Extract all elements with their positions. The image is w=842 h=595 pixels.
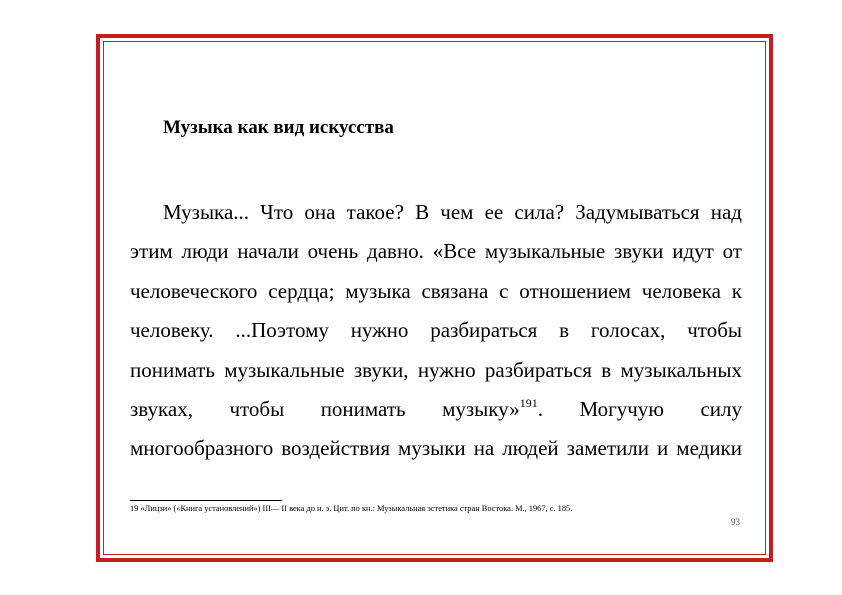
paragraph-line: многообразного воздействия музыки на людей заметили и медики [130, 436, 742, 461]
paragraph-text: звуках, чтобы понимать музыку» [130, 396, 520, 421]
body-paragraph [130, 193, 742, 469]
paragraph-line: человеческого сердца; музыка связана с отношением человека к [130, 278, 742, 303]
page-number: 93 [731, 517, 740, 527]
paragraph-line: понимать музыкальные звуки, нужно разбираться в музыкальных [130, 357, 742, 382]
footnote-text: 19 «Лицзи» («Книга установлений») III— II века до н. э. Цит. по кн.: Музыкальная эстетика стран Востока. М., 1967, с. 185. [130, 504, 573, 513]
paragraph-text: . Могучую силу [537, 396, 742, 421]
footnote-reference[interactable]: 191 [519, 395, 538, 410]
section-heading: Музыка как вид искусства [163, 117, 394, 138]
footnote-separator [130, 500, 282, 501]
paragraph-line: Музыка... Что она такое? В чем ее сила? Задумываться над [163, 200, 742, 224]
paragraph-line-with-footnote [130, 390, 742, 429]
paragraph-line: человеку. ...Поэтому нужно разбираться в голосах, чтобы [130, 318, 742, 343]
paragraph-line: этим люди начали очень давно. «Все музыкальные звуки идут от [130, 239, 742, 264]
